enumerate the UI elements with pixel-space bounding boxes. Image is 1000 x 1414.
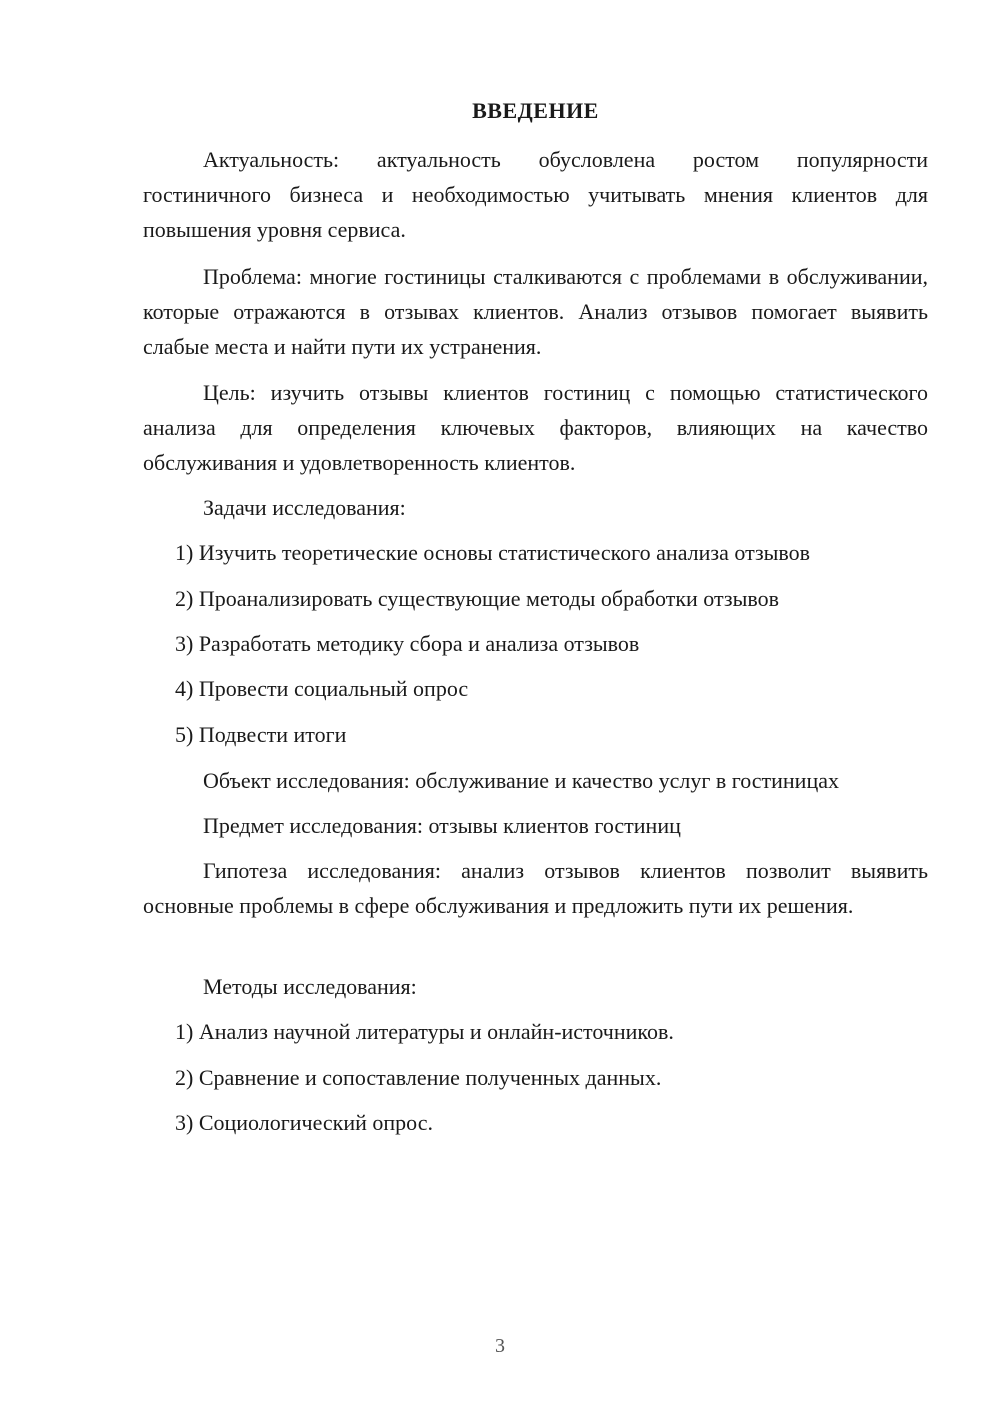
method-item: 3) Социологический опрос. xyxy=(175,1110,433,1135)
paragraph-relevance: Актуальность: актуальность обусловлена ростом популярности гостиничного бизнеса и необходимостью учитывать мнения клиентов для повышения уровня сервиса. xyxy=(143,147,928,242)
paragraph-goal: Цель: изучить отзывы клиентов гостиниц с помощью статистического анализа для определения ключевых факторов, влияющих на качество обслуживания и удовлетворенность клиентов. xyxy=(143,380,928,475)
research-object: Объект исследования: обслуживание и качество услуг в гостиницах xyxy=(203,768,839,793)
page-number: 3 xyxy=(495,1335,505,1357)
task-item: 5) Подвести итоги xyxy=(175,722,347,747)
method-item: 1) Анализ научной литературы и онлайн-источников. xyxy=(175,1019,674,1044)
paragraph-hypothesis: Гипотеза исследования: анализ отзывов клиентов позволит выявить основные проблемы в сфере обслуживания и предложить пути их решения. xyxy=(143,858,928,918)
task-item: 1) Изучить теоретические основы статистического анализа отзывов xyxy=(175,540,811,565)
task-item: 4) Провести социальный опрос xyxy=(175,676,469,701)
research-subject: Предмет исследования: отзывы клиентов гостиниц xyxy=(203,813,681,838)
document-page xyxy=(143,0,928,1414)
methods-heading: Методы исследования: xyxy=(203,974,417,999)
task-item: 3) Разработать методику сбора и анализа отзывов xyxy=(175,631,640,656)
paragraph-problem: Проблема: многие гостиницы сталкиваются с проблемами в обслуживании, которые отражаются в отзывах клиентов. Анализ отзывов помогает выявить слабые места и найти пути их устранения. xyxy=(143,264,928,359)
page-title: ВВЕДЕНИЕ xyxy=(472,98,599,123)
task-item: 2) Проанализировать существующие методы обработки отзывов xyxy=(175,586,780,611)
method-item: 2) Сравнение и сопоставление полученных данных. xyxy=(175,1065,662,1090)
tasks-heading: Задачи исследования: xyxy=(203,495,406,520)
